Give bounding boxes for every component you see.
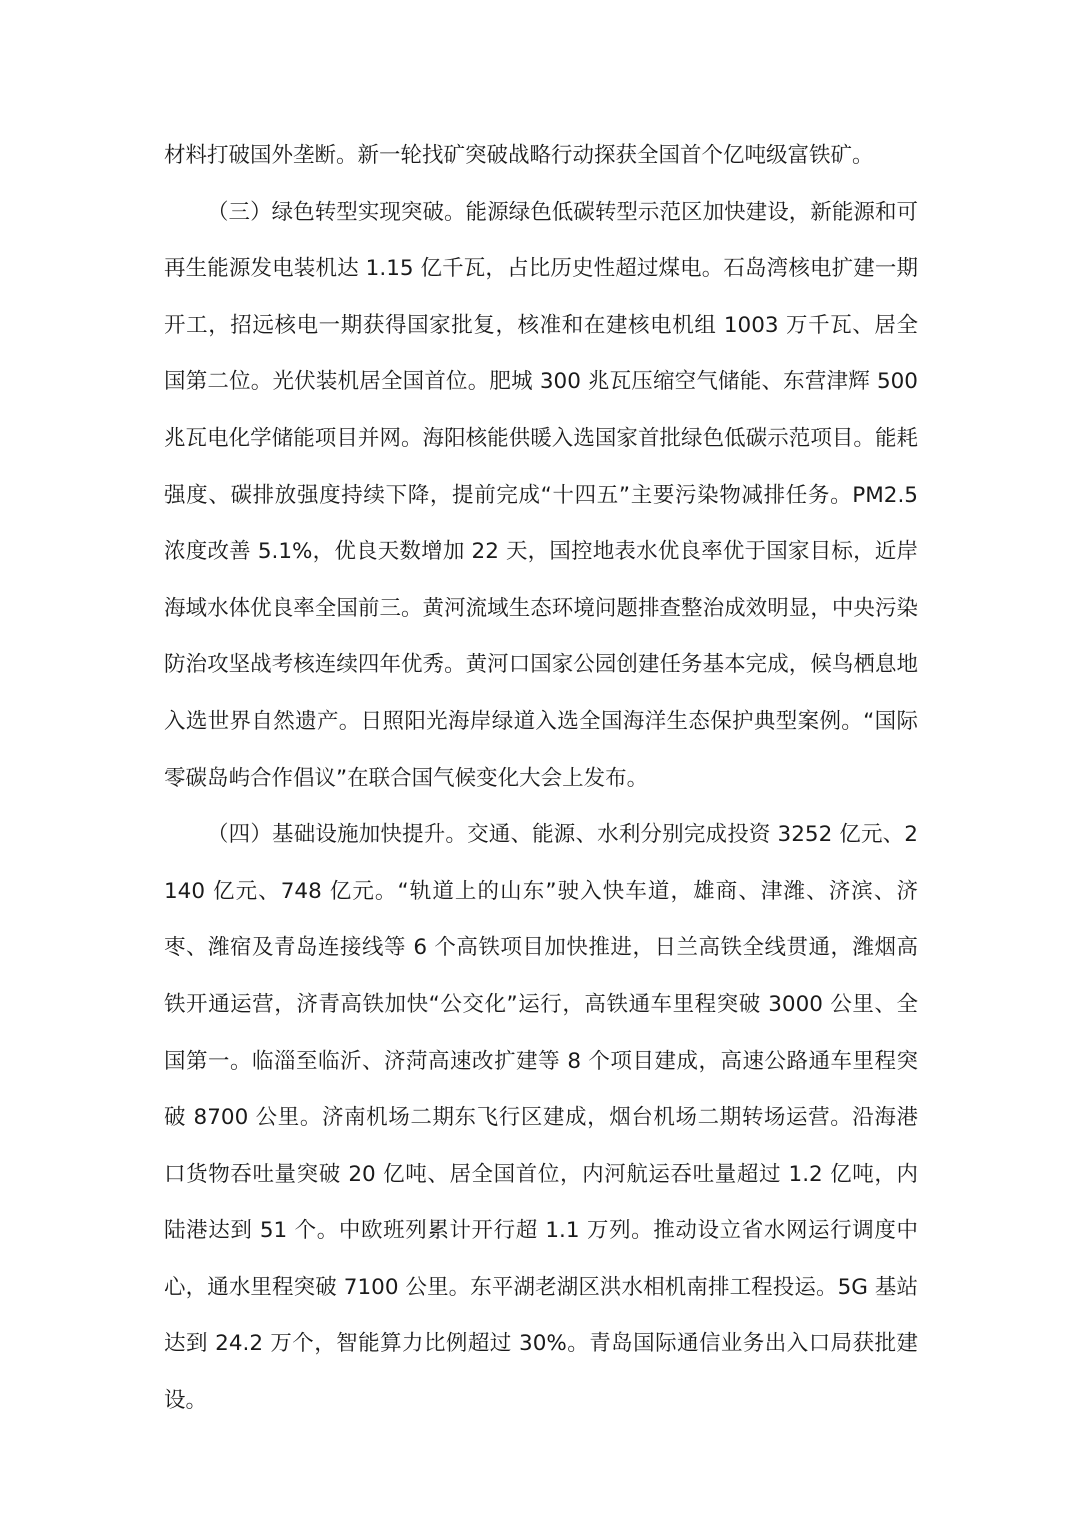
paragraph-infrastructure: （四）基础设施加快提升。交通、能源、水利分别完成投资 3252 亿元、2140 亿元、748 亿元。“轨道上的山东”驶入快车道，雄商、津潍、济滨、济枣、潍宿及青岛连接线等 6 个高铁项目加快推进，日兰高铁全线贯通，潍烟高铁开通运营，济青高铁加快“公交化”运行，高铁通车里程突破 3000 公里、全国第一。临淄至临沂、济菏高速改扩建等 8 个项目建成，高速公路通车里程突破 8700 公里。济南机场二期东飞行区建成，烟台机场二期转场运营。沿海港口货物吞吐量突破 20 亿吨、居全国首位，内河航运吞吐量超过 1.2 亿吨，内陆港达到 51 个。中欧班列累计开行超 1.1 万列。推动设立省水网运行调度中心，通水里程突破 7100 公里。东平湖老湖区洪水相机南排工程投运。5G 基站达到 24.2 万个，智能算力比例超过 30%。青岛国际通信业务出入口局获批建设。: [164, 822, 918, 1414]
paragraph-continuation: 材料打破国外垄断。新一轮找矿突破战略行动探获全国首个亿吨级富铁矿。: [164, 143, 874, 168]
document-body: [164, 128, 918, 1430]
paragraph-green-transition: （三）绿色转型实现突破。能源绿色低碳转型示范区加快建设，新能源和可再生能源发电装机达 1.15 亿千瓦，占比历史性超过煤电。石岛湾核电扩建一期开工，招远核电一期获得国家批复，核准和在建核电机组 1003 万千瓦、居全国第二位。光伏装机居全国首位。肥城 300 兆瓦压缩空气储能、东营津辉 500 兆瓦电化学储能项目并网。海阳核能供暖入选国家首批绿色低碳示范项目。能耗强度、碳排放强度持续下降，提前完成“十四五”主要污染物减排任务。PM2.5 浓度改善 5.1%，优良天数增加 22 天，国控地表水优良率优于国家目标，近岸海域水体优良率全国前三。黄河流域生态环境问题排查整治成效明显，中央污染防治攻坚战考核连续四年优秀。黄河口国家公园创建任务基本完成，候鸟栖息地入选世界自然遗产。日照阳光海岸绿道入选全国海洋生态保护典型案例。“国际零碳岛屿合作倡议”在联合国气候变化大会上发布。: [164, 199, 918, 791]
